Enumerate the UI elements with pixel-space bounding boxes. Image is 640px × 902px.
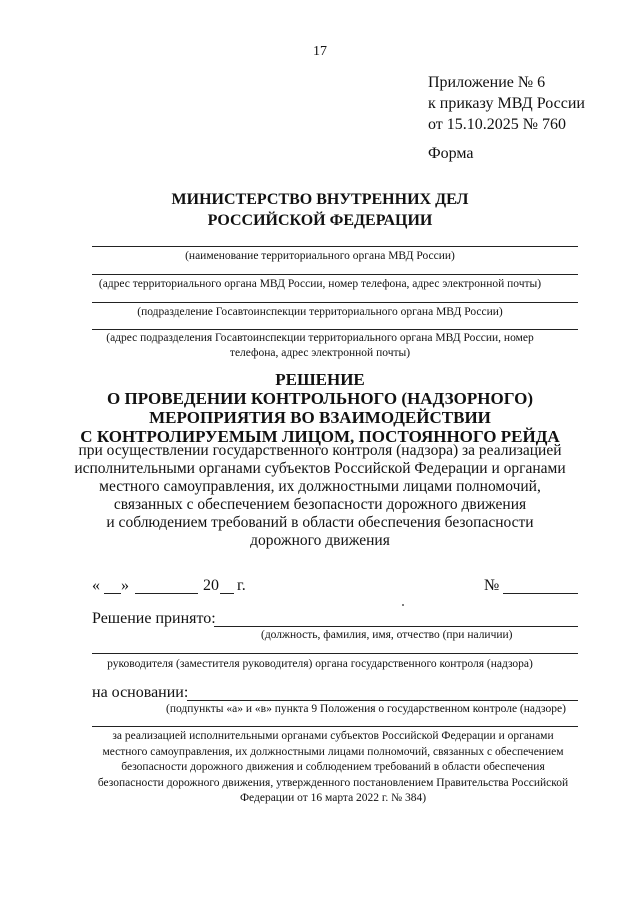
decision-heading-4: С КОНТРОЛИРУЕМЫМ ЛИЦОМ, ПОСТОЯННОГО РЕЙДА [80,427,560,446]
basis-text-2: местного самоуправления, их должностными лицами полномочий, связанных с обеспечением [102,745,564,758]
decision-heading-2: О ПРОВЕДЕНИИ КОНТРОЛЬНОГО (НАДЗОРНОГО) [107,389,533,408]
basis-text [86,729,580,807]
division-address-line [92,329,578,330]
decision-subtitle-5: и соблюдением требований в области обеспечения безопасности [106,514,534,531]
basis-text-1: за реализацией исполнительными органами субъектов Российской Федерации и органами [112,730,554,742]
decision-taken-label: Решение принято: [92,610,216,627]
appendix-block [428,72,585,135]
division-address-caption-2: телефона, адрес электронной почты) [229,347,411,359]
territorial-organ-caption: (наименование территориального органа МВД России) [185,250,455,262]
decision-subtitle [0,442,640,550]
head-line [92,653,578,654]
ministry-heading [0,189,640,231]
appendix-line-1: Приложение № 6 [428,74,546,91]
division-address-caption-1: (адрес подразделения Госавтоинспекции территориального органа МВД России, номер [106,332,534,344]
date-quote-open: « [92,577,100,594]
year-suffix: г. [237,577,246,594]
division-line [92,302,578,303]
year-field [220,593,234,594]
organ-address-line [92,274,578,275]
territorial-organ-line [92,246,578,247]
month-field [135,593,198,594]
basis-text-5: Федерации от 16 марта 2022 г. № 384) [239,792,427,804]
basis-text-4: безопасности дорожного движения, утвержденного постановлением Правительства Российской [97,776,569,789]
form-label: Форма [428,145,474,162]
year-prefix: 20 [203,577,219,594]
ministry-line-1: МИНИСТЕРСТВО ВНУТРЕННИХ ДЕЛ [171,191,469,208]
page-number: 17 [313,44,327,59]
basis-field [187,700,578,701]
basis-caption: (подпункты «а» и «в» пункта 9 Положения о государственном контроле (надзоре) [166,703,566,715]
decision-subtitle-1: при осуществлении государственного контроля (надзора) за реализацией [78,442,562,459]
number-sign: № [484,577,500,594]
organ-address-caption: (адрес территориального органа МВД России, номер телефона, адрес электронной почты) [98,278,542,290]
appendix-line-2: к приказу МВД России [428,95,585,112]
division-address-caption [0,331,640,361]
decision-heading-1: РЕШЕНИЕ [275,370,365,389]
division-caption: (подразделение Госавтоинспекции территориального органа МВД России) [137,306,503,318]
number-field [503,593,578,594]
appendix-line-3: от 15.10.2025 № 760 [428,116,567,133]
decision-taken-caption: (должность, фамилия, имя, отчество (при наличии) [261,629,513,641]
ministry-line-2: РОССИЙСКОЙ ФЕДЕРАЦИИ [207,212,433,229]
scan-speck [402,604,404,606]
basis-line [92,726,578,727]
decision-heading-3: МЕРОПРИЯТИЯ ВО ВЗАИМОДЕЙСТВИИ [149,408,491,427]
decision-taken-field [214,626,578,627]
decision-subtitle-2: исполнительными органами субъектов Российской Федерации и органами [74,460,566,477]
head-caption: руководителя (заместителя руководителя) органа государственного контроля (надзора) [107,658,533,670]
date-quote-close: » [121,577,129,594]
basis-label: на основании: [92,684,189,701]
decision-subtitle-3: местного самоуправления, их должностными лицами полномочий, [99,478,541,495]
decision-subtitle-4: связанных с обеспечением безопасности дорожного движения [113,496,527,513]
decision-subtitle-6: дорожного движения [250,532,390,549]
basis-text-3: безопасности дорожного движения и соблюдением требований в области обеспечения [121,761,545,773]
decision-title [0,370,640,446]
day-field [104,593,121,594]
